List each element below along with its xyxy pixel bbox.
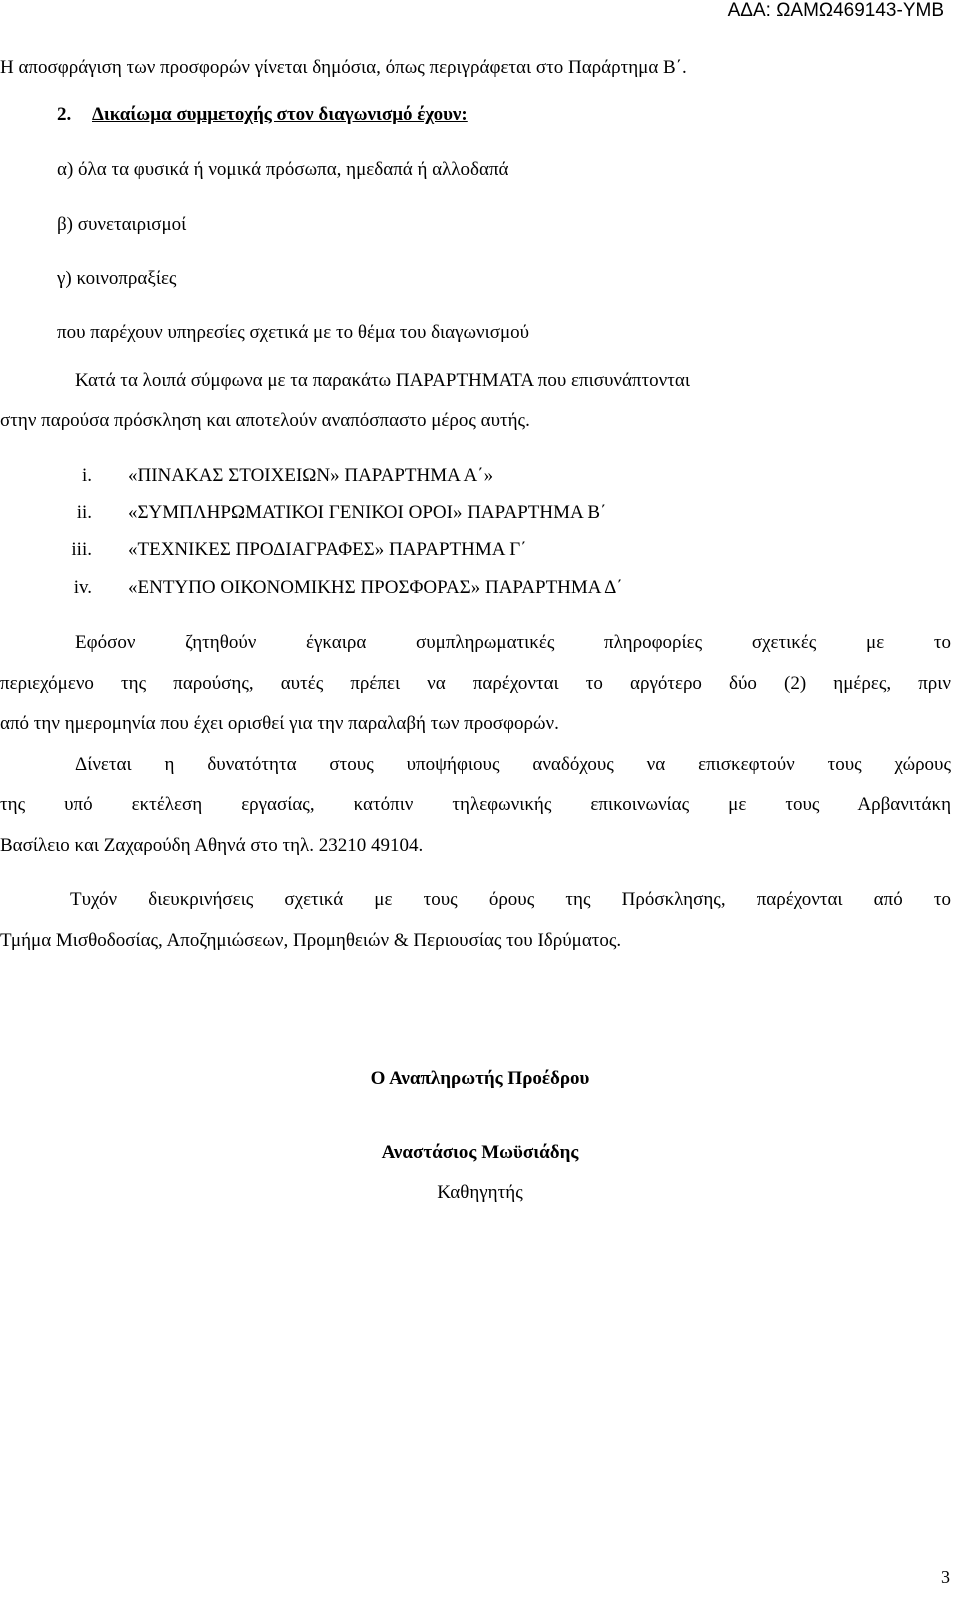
page-number: 3 <box>941 1567 950 1587</box>
section-number: 2. <box>57 104 72 125</box>
annex-numeral: iv. <box>73 577 92 598</box>
clarification-paragraph-line1: Τυχόν διευκρινήσεις σχετικά με τους όρους της Πρόσκλησης, παρέχονται από το <box>70 889 951 910</box>
info-paragraph-line2: περιεχόμενο της παρούσης, αυτές πρέπει να παρέχονται το αργότερο δύο (2) ημέρες, πριν <box>0 673 951 694</box>
annex-numeral: i. <box>81 465 92 486</box>
annex-numeral: iii. <box>71 539 92 560</box>
annex-numeral: ii. <box>76 502 92 523</box>
eligibility-item-a: α) όλα τα φυσικά ή νομικά πρόσωπα, ημεδαπά ή αλλοδαπά <box>57 159 509 180</box>
annex-item: «ΠΙΝΑΚΑΣ ΣΤΟΙΧΕΙΩΝ» ΠΑΡΑΡΤΗΜΑ Α΄» <box>128 465 494 486</box>
info-paragraph-line3: από την ημερομηνία που έχει ορισθεί για την παραλαβή των προσφορών. <box>0 713 559 734</box>
visit-paragraph-line1: Δίνεται η δυνατότητα στους υποψήφιους αναδόχους να επισκεφτούν τους χώρους <box>75 754 951 775</box>
signature-role: Ο Αναπληρωτής Προέδρου <box>370 1068 590 1089</box>
eligibility-closing: που παρέχουν υπηρεσίες σχετικά με το θέμα του διαγωνισμού <box>57 322 530 343</box>
visit-paragraph-line2: της υπό εκτέλεση εργασίας, κατόπιν τηλεφωνικής επικοινωνίας με τους Αρβανιτάκη <box>0 794 951 815</box>
annex-intro-line2: στην παρούσα πρόσκληση και αποτελούν αναπόσπαστο μέρος αυτής. <box>0 410 530 431</box>
visit-paragraph-line3: Βασίλειο και Ζαχαρούδη Αθηνά στο τηλ. 23210 49104. <box>0 835 424 856</box>
document-code: ΑΔΑ: ΩΑΜΩ469143-ΥΜΒ <box>727 0 944 21</box>
annex-intro-line1: Κατά τα λοιπά σύμφωνα με τα παρακάτω ΠΑΡΑΡΤΗΜΑΤΑ που επισυνάπτονται <box>75 370 690 391</box>
section-title: Δικαίωμα συμμετοχής στον διαγωνισμό έχουν: <box>92 104 468 125</box>
signature-title: Καθηγητής <box>437 1182 523 1203</box>
eligibility-item-c: γ) κοινοπραξίες <box>57 268 177 289</box>
clarification-paragraph-line2: Τμήμα Μισθοδοσίας, Αποζημιώσεων, Προμηθειών & Περιουσίας του Ιδρύματος. <box>0 930 622 951</box>
eligibility-item-b: β) συνεταιρισμοί <box>57 214 187 235</box>
signature-name: Αναστάσιος Μωϋσιάδης <box>381 1142 579 1163</box>
opening-line: Η αποσφράγιση των προσφορών γίνεται δημόσια, όπως περιγράφεται στο Παράρτημα Β΄. <box>0 57 687 78</box>
annex-item: «ΣΥΜΠΛΗΡΩΜΑΤΙΚΟΙ ΓΕΝΙΚΟΙ ΟΡΟΙ» ΠΑΡΑΡΤΗΜΑ Β΄ <box>128 502 607 523</box>
info-paragraph-line1: Εφόσον ζητηθούν έγκαιρα συμπληρωματικές πληροφορίες σχετικές με το <box>75 632 951 653</box>
annex-item: «ΕΝΤΥΠΟ ΟΙΚΟΝΟΜΙΚΗΣ ΠΡΟΣΦΟΡΑΣ» ΠΑΡΑΡΤΗΜΑ Δ΄ <box>128 577 623 598</box>
annex-item: «ΤΕΧΝΙΚΕΣ ΠΡΟΔΙΑΓΡΑΦΕΣ» ΠΑΡΑΡΤΗΜΑ Γ΄ <box>128 539 527 560</box>
